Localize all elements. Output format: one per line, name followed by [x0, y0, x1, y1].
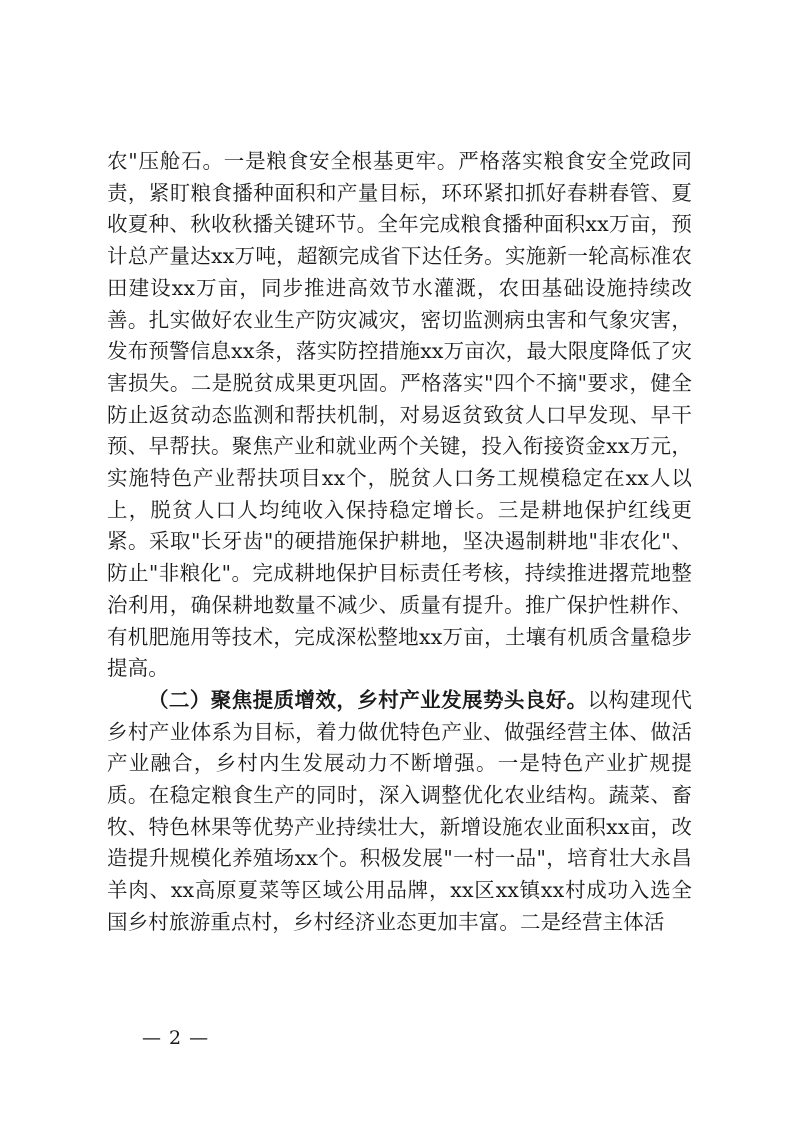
paragraph-section-two — [107, 685, 692, 939]
paragraph-text: 农"压舱石。一是粮食安全根基更牢。严格落实粮食安全党政同责，紧盯粮食播种面积和产量目标，环环紧扣抓好春耕春管、夏收夏种、秋收秋播关键环节。全年完成粮食播种面积xx万亩，预计总产量达xx万吨，超额完成省下达任务。实施新一轮高标准农田建设xx万亩，同步推进高效节水灌溉，农田基础设施持续改善。扎实做好农业生产防灾减灾，密切监测病虫害和气象灾害，发布预警信息xx条，落实防控措施xx万亩次，最大限度降低了灾害损失。二是脱贫成果更巩固。严格落实"四个不摘"要求，健全防止返贫动态监测和帮扶机制，对易返贫致贫人口早发现、早干预、早帮扶。聚焦产业和就业两个关键，投入衔接资金xx万元，实施特色产业帮扶项目xx个，脱贫人口务工规模稳定在xx人以上，脱贫人口人均纯收入保持稳定增长。三是耕地保护红线更紧。采取"长牙齿"的硬措施保护耕地，坚决遏制耕地"非农化"、防止"非粮化"。完成耕地保护目标责任考核，持续推进撂荒地整治利用，确保耕地数量不减少、质量有提升。推广保护性耕作、有机肥施用等技术，完成深松整地xx万亩，土壤有机质含量稳步提高。 — [107, 149, 692, 681]
body-text — [107, 146, 692, 939]
paragraph-text: 以构建现代乡村产业体系为目标，着力做优特色产业、做强经营主体、做活产业融合，乡村内生发展动力不断增强。一是特色产业扩规提质。在稳定粮食生产的同时，深入调整优化农业结构。蔬菜、畜牧、特色林果等优势产业持续壮大，新增设施农业面积xx亩，改造提升规模化养殖场xx个。积极发展"一村一品"，培育壮大永昌羊肉、xx高原夏菜等区域公用品牌，xx区xx镇xx村成功入选全国乡村旅游重点村，乡村经济业态更加丰富。二是经营主体活 — [107, 687, 692, 934]
section-heading: （二）聚焦提质增效，乡村产业发展势头良好。 — [148, 687, 588, 712]
page-number: — 2 — — [142, 1027, 210, 1049]
paragraph-continued — [107, 146, 692, 685]
